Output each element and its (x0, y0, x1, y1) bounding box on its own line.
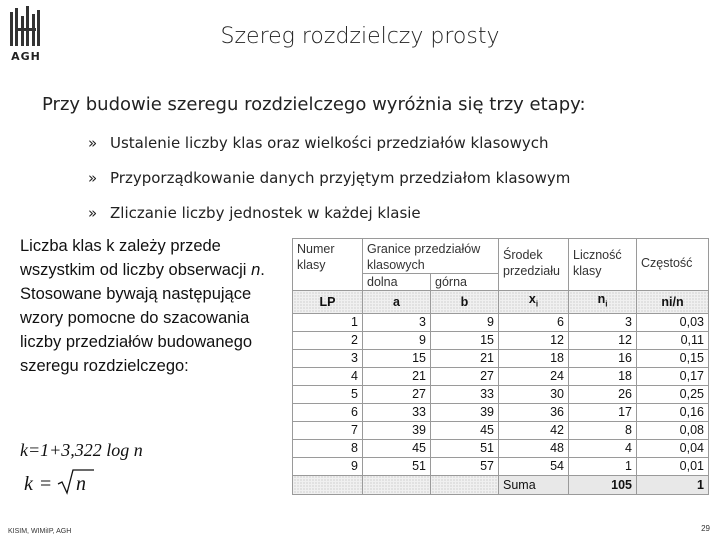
symbol-b: b (431, 291, 499, 314)
frequency-table-wrap (292, 238, 708, 502)
sqrt-formula-eq: = (40, 473, 52, 495)
cell-class-number: 5 (293, 385, 363, 403)
cell-class-number: 2 (293, 331, 363, 349)
header-text: Częstość (641, 256, 693, 270)
header-upper: górna (431, 274, 499, 291)
symbol-n-main: n (597, 292, 606, 306)
footer-org: KISIM, WIMiIP, AGH (8, 528, 72, 535)
sqrt-formula-radicand: n (76, 473, 86, 495)
list-item (88, 167, 570, 202)
symbol-a: a (363, 291, 431, 314)
header-text: przedziału (503, 264, 560, 278)
symbol-n-sub: i (605, 299, 608, 309)
cell-frequency: 0,04 (637, 439, 709, 457)
sturges-formula: k=1+3,322 log n (20, 440, 143, 460)
cell-class-number: 1 (293, 313, 363, 331)
cell-lower-bound: 45 (363, 439, 431, 457)
header-text: klasy (573, 264, 602, 278)
cell-midpoint: 24 (499, 367, 569, 385)
cell-upper-bound: 9 (431, 313, 499, 331)
table-row (293, 367, 709, 385)
cell-frequency: 0,03 (637, 313, 709, 331)
cell-midpoint: 6 (499, 313, 569, 331)
explanation-part-2: . Stosowane bywają następujące wzory pomocne do szacowania liczby przedziałów budowanego szeregu rozdzielczego: (20, 261, 265, 375)
cell-midpoint: 36 (499, 403, 569, 421)
cell-frequency: 0,16 (637, 403, 709, 421)
cell-upper-bound: 39 (431, 403, 499, 421)
sum-empty (363, 475, 431, 494)
sum-empty (293, 475, 363, 494)
explanation-n: n (251, 261, 261, 279)
cell-frequency: 0,08 (637, 421, 709, 439)
cell-class-count: 12 (569, 331, 637, 349)
cell-upper-bound: 27 (431, 367, 499, 385)
header-text: Numer (297, 242, 335, 256)
symbol-freq: ni/n (637, 291, 709, 314)
table-row (293, 421, 709, 439)
header-count (569, 239, 637, 291)
table-row (293, 457, 709, 475)
cell-class-number: 3 (293, 349, 363, 367)
header-text: klasy (297, 258, 326, 272)
bullet-marker: » (88, 169, 98, 187)
header-text: klasowych (367, 258, 425, 272)
table-body (293, 313, 709, 475)
table-row (293, 331, 709, 349)
bullet-marker: » (88, 204, 98, 222)
cell-class-count: 1 (569, 457, 637, 475)
cell-lower-bound: 39 (363, 421, 431, 439)
frequency-table (292, 238, 709, 495)
header-text: Liczność (573, 248, 622, 262)
cell-lower-bound: 21 (363, 367, 431, 385)
cell-class-count: 17 (569, 403, 637, 421)
cell-class-count: 18 (569, 367, 637, 385)
header-bounds (363, 239, 499, 274)
cell-upper-bound: 33 (431, 385, 499, 403)
cell-frequency: 0,01 (637, 457, 709, 475)
table-row (293, 349, 709, 367)
symbol-lp: LP (293, 291, 363, 314)
cell-class-count: 26 (569, 385, 637, 403)
list-item-text: Przyporządkowanie danych przyjętym przedziałom klasowym (110, 169, 571, 187)
cell-lower-bound: 3 (363, 313, 431, 331)
table-row (293, 313, 709, 331)
cell-upper-bound: 45 (431, 421, 499, 439)
list-item-text: Zliczanie liczby jednostek w każdej klasie (110, 204, 421, 222)
cell-class-count: 4 (569, 439, 637, 457)
steps-list (88, 132, 570, 237)
cell-midpoint: 18 (499, 349, 569, 367)
bullet-marker: » (88, 134, 98, 152)
cell-frequency: 0,15 (637, 349, 709, 367)
header-text: Granice przedziałów (367, 242, 481, 256)
class-count-explanation (20, 234, 272, 378)
cell-class-number: 7 (293, 421, 363, 439)
cell-lower-bound: 9 (363, 331, 431, 349)
symbol-x-main: x (528, 292, 536, 306)
cell-class-number: 9 (293, 457, 363, 475)
cell-class-number: 6 (293, 403, 363, 421)
sum-count: 105 (569, 475, 637, 494)
cell-lower-bound: 15 (363, 349, 431, 367)
sqrt-formula-lhs: k (24, 473, 33, 495)
cell-frequency: 0,17 (637, 367, 709, 385)
sum-label: Suma (499, 475, 569, 494)
header-frequency (637, 239, 709, 291)
cell-class-count: 16 (569, 349, 637, 367)
cell-class-number: 4 (293, 367, 363, 385)
table-row (293, 385, 709, 403)
cell-upper-bound: 51 (431, 439, 499, 457)
cell-upper-bound: 57 (431, 457, 499, 475)
table-row (293, 403, 709, 421)
cell-midpoint: 54 (499, 457, 569, 475)
sqrt-formula (20, 466, 120, 498)
cell-lower-bound: 33 (363, 403, 431, 421)
symbol-n (569, 291, 637, 314)
cell-midpoint: 48 (499, 439, 569, 457)
cell-class-count: 8 (569, 421, 637, 439)
header-text: Środek (503, 248, 543, 262)
cell-midpoint: 42 (499, 421, 569, 439)
cell-lower-bound: 27 (363, 385, 431, 403)
cell-class-count: 3 (569, 313, 637, 331)
cell-frequency: 0,11 (637, 331, 709, 349)
table-header-row (293, 239, 709, 274)
symbol-x-sub: i (535, 299, 539, 309)
list-item (88, 202, 570, 237)
cell-midpoint: 12 (499, 331, 569, 349)
page-number: 29 (701, 524, 710, 533)
sum-empty (431, 475, 499, 494)
header-midpoint (499, 239, 569, 291)
symbol-x (499, 291, 569, 314)
cell-frequency: 0,25 (637, 385, 709, 403)
sum-frequency: 1 (637, 475, 709, 494)
header-class-number (293, 239, 363, 291)
header-lower: dolna (363, 274, 431, 291)
cell-midpoint: 30 (499, 385, 569, 403)
cell-upper-bound: 21 (431, 349, 499, 367)
list-item-text: Ustalenie liczby klas oraz wielkości przedziałów klasowych (110, 134, 549, 152)
table-symbol-row (293, 291, 709, 314)
cell-upper-bound: 15 (431, 331, 499, 349)
cell-lower-bound: 51 (363, 457, 431, 475)
cell-class-number: 8 (293, 439, 363, 457)
agh-logo-text: AGH (11, 50, 41, 63)
lead-text: Przy budowie szeregu rozdzielczego wyróżnia się trzy etapy: (42, 94, 586, 115)
table-sum-row (293, 475, 709, 494)
slide-title: Szereg rozdzielczy prosty (220, 24, 500, 49)
table-row (293, 439, 709, 457)
explanation-part-1: Liczba klas k zależy przede wszystkim od liczby obserwacji (20, 237, 252, 279)
list-item (88, 132, 570, 167)
